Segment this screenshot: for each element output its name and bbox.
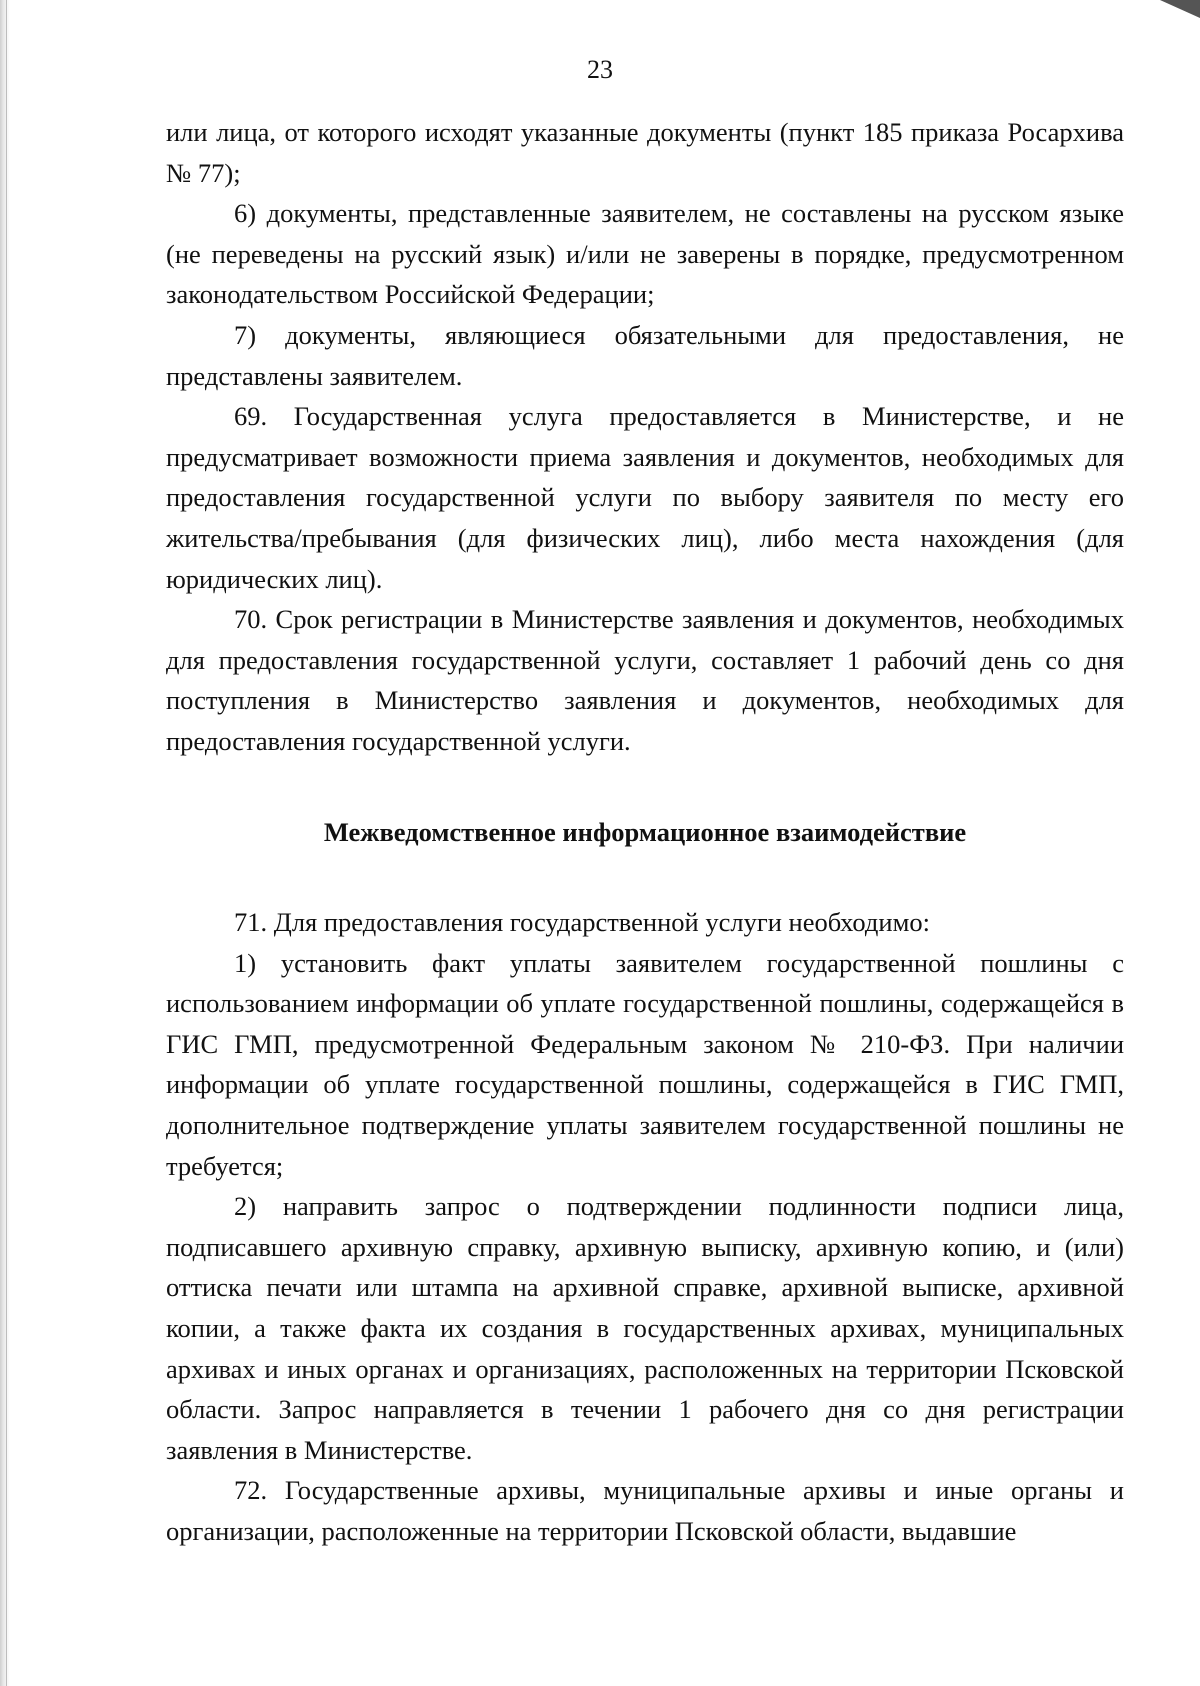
paragraph-item-6: 6) документы, представленные заявителем, не составлены на русском языке (не переведены на русский язык) и/или не заверены в порядке, предусмотренном законодательством Российской Федерации; [166,198,1124,310]
paragraph-70: 70. Срок регистрации в Министерстве заявления и документов, необходимых для предоставления государственной услуги, составляет 1 рабочий день со дня поступления в Министерство заявления и документов, необходимых для предоставления государственной услуги. [166,604,1124,756]
paragraph-72: 72. Государственные архивы, муниципальные архивы и иные органы и организации, расположенные на территории Псковской области, выдавшие [166,1475,1124,1546]
page-number: 23 [587,55,613,84]
spacer [166,762,1124,812]
scan-edge-shadow [0,0,10,1686]
paragraph-71: 71. Для предоставления государственной услуги необходимо: [234,907,930,938]
paragraph-69: 69. Государственная услуга предоставляется в Министерстве, и не предусматривает возможности приема заявления и документов, необходимых для предоставления государственной услуги по выбору заявителя по месту его жительства/пребывания (для физических лиц), либо места нахождения (для юридических лиц). [166,401,1124,594]
paragraph-continuation: или лица, от которого исходят указанные документы (пункт 185 приказа Росархива № 77); [166,117,1124,188]
section-title: Межведомственное информационное взаимодействие [323,816,967,847]
paragraph-item-2: 2) направить запрос о подтверждении подлинности подписи лица, подписавшего архивную справку, архивную выписку, архивную копию, и (или) оттиска печати или штампа на архивной справке, архивной выписке, архивной копии, а также факта их создания в государственных архивах, муниципальных архивах и иных органах и организациях, расположенных на территории Псковской области. Запрос направляется в течении 1 рабочего дня со дня регистрации заявления в Министерстве. [166,1191,1124,1465]
document-body [166,112,1124,1552]
paragraph-item-1: 1) установить факт уплаты заявителем государственной пошлины с использованием информации об уплате государственной пошлины, содержащейся в ГИС ГМП, предусмотренной Федеральным законом № 210-ФЗ. При наличии информации об уплате государственной пошлины, содержащейся в ГИС ГМП, дополнительное подтверждение уплаты заявителем государственной пошлины не требуется; [166,947,1124,1181]
scan-corner-mark [1160,0,1200,18]
spacer [166,852,1124,902]
paragraph-item-7: 7) документы, являющиеся обязательными для предоставления, не представлены заявителем. [166,319,1124,391]
scan-edge-line [6,0,7,1686]
